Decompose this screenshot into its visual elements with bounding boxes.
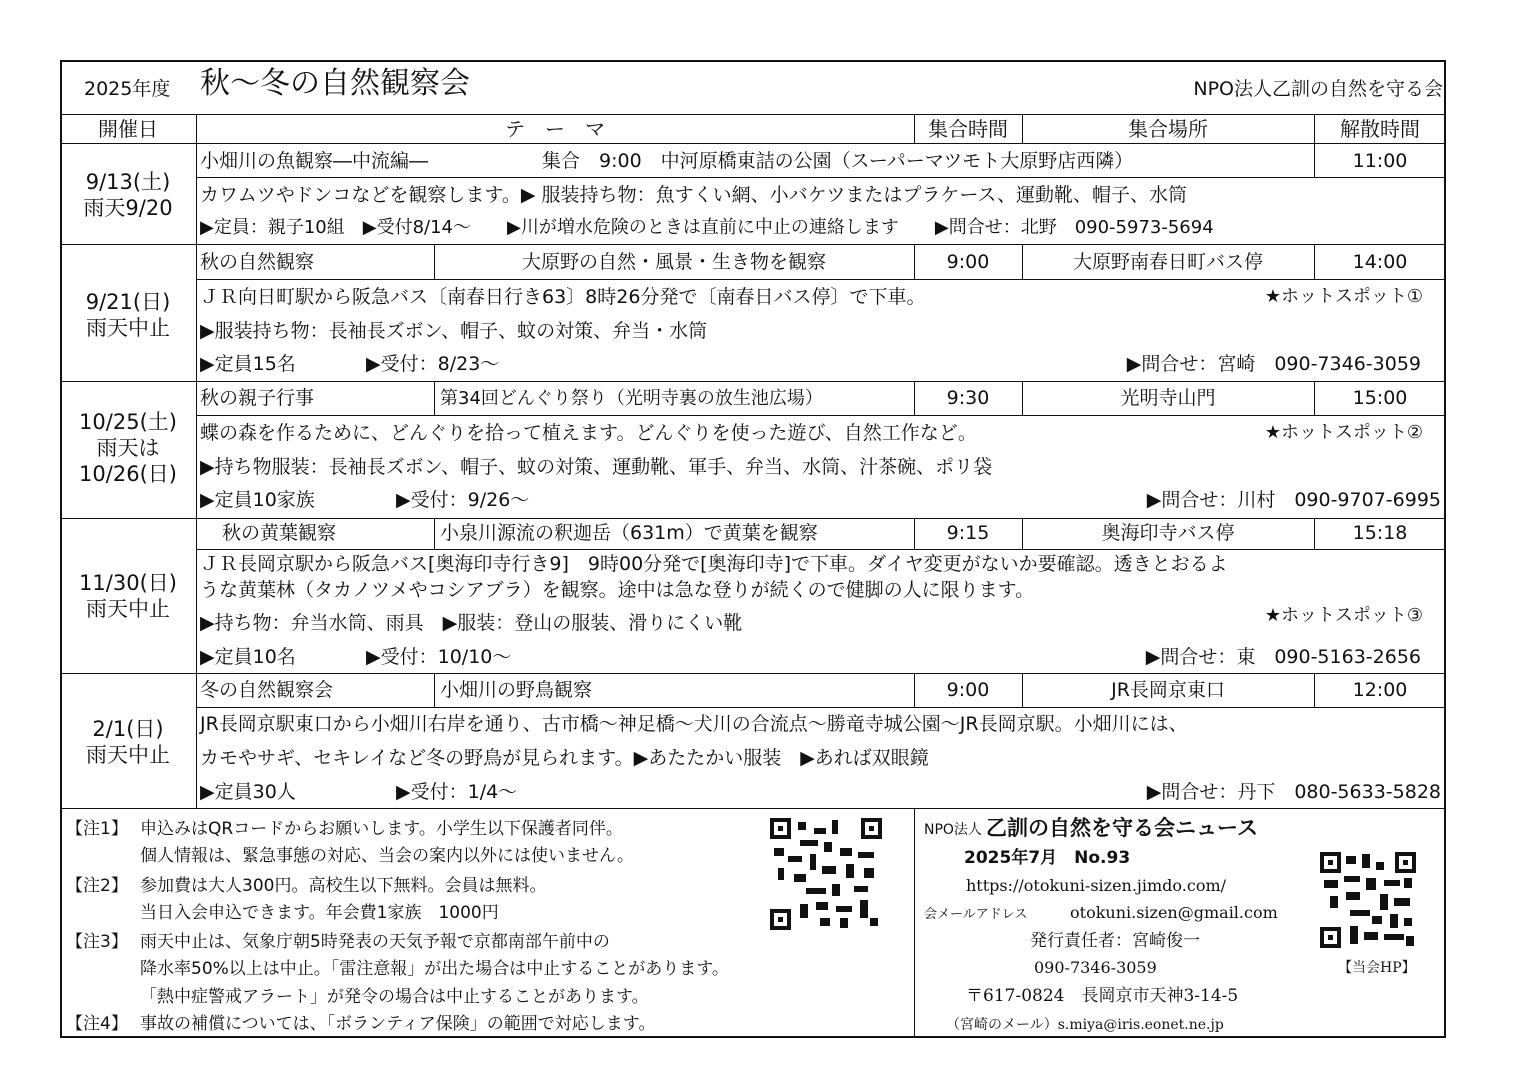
hotspot-badge: ★ホットスポット③ [1264, 605, 1423, 626]
news-prefix: NPO法人 [924, 822, 982, 838]
event-items: ▶持ち物：弁当水筒、雨具 ▶服装：登山の服装、滑りにくい靴 [200, 612, 743, 634]
event-meet-place: JR長岡京東口 [1111, 679, 1225, 701]
event-rain-date: 雨天9/20 [83, 196, 173, 220]
postal-address: 〒617-0824 長岡京市天神3-14-5 [966, 986, 1239, 1006]
footer-column-line [914, 808, 915, 1038]
column-line [434, 518, 435, 550]
event-end-time: 15:18 [1352, 522, 1408, 544]
event-contact: ▶問合せ：東 090-5163-2656 [1145, 646, 1421, 668]
hotspot-badge: ★ホットスポット① [1264, 286, 1423, 307]
event-items: カモやサギ、セキレイなど冬の野鳥が見られます。▶あたたかい服装 ▶あれば双眼鏡 [200, 747, 929, 769]
publisher-name: 発行責任者：宮崎俊一 [1030, 931, 1200, 951]
page-title: 秋～冬の自然観察会 [200, 66, 470, 101]
column-line [434, 381, 435, 416]
column-header-date: 開催日 [98, 117, 158, 141]
event-meet-time: 9:15 [946, 522, 990, 544]
note-label: 【注3】 [66, 932, 128, 952]
event-meet-place: 光明寺山門 [1120, 387, 1216, 409]
row-line [196, 707, 1446, 708]
column-header-end-time: 解散時間 [1340, 117, 1420, 141]
event-date: 11/30(日) [79, 571, 177, 595]
notes-divider [60, 808, 1446, 809]
event-end-time: 14:00 [1352, 251, 1408, 273]
note-text: 降水率50%以上は中止。「雷注意報」が出た場合は中止することがあります。 [140, 959, 729, 979]
event-meet-place: 奥海印寺バス停 [1101, 522, 1235, 544]
application-qr-code[interactable] [770, 818, 882, 930]
column-line [434, 673, 435, 708]
event-rain-date: 10/26(日) [79, 462, 177, 486]
date-column-line [196, 114, 197, 808]
column-header-meet-time: 集合時間 [928, 117, 1008, 141]
event-capacity: ▶定員10名 [200, 646, 296, 668]
event-divider [60, 381, 1446, 382]
row-line [196, 177, 1446, 178]
event-name: 秋の黄葉観察 [222, 522, 337, 544]
header-divider [60, 114, 1446, 115]
event-contact: ▶問合せ：宮崎 090-7346-3059 [1126, 353, 1421, 375]
event-description: ＪＲ長岡京駅から阪急バス[奥海印寺行き9] 9時00分発で[奥海印寺]で下車。ダイヤ変更がないか要確認。透きとおるよ [200, 553, 1228, 575]
columns-divider [60, 143, 1446, 144]
hotspot-badge: ★ホットスポット② [1264, 422, 1423, 443]
event-rain-note: 雨天は [96, 436, 160, 460]
event-theme: 小泉川源流の釈迦岳（631m）で黄葉を観察 [440, 522, 818, 544]
event-meet-time: 9:00 [946, 679, 990, 701]
event-name: 冬の自然観察会 [200, 679, 334, 701]
event-rain-note: 雨天中止 [86, 743, 170, 767]
row-line [196, 415, 1446, 416]
event-divider [60, 673, 1446, 674]
event-description: 蝶の森を作るために、どんぐりを拾って植えます。どんぐりを使った遊び、自然工作など。 [200, 422, 977, 444]
note-text: 個人情報は、緊急事態の対応、当会の案内以外には使いません。 [140, 846, 635, 866]
mail-label: 会メールアドレス [924, 907, 1028, 922]
event-capacity: ▶定員30人 [200, 781, 296, 803]
event-reception: ▶受付：1/4～ [396, 781, 518, 803]
event-theme: 大原野の自然・風景・生き物を観察 [521, 251, 826, 273]
event-items: ▶持ち物服装：長袖長ズボン、帽子、蚊の対策、運動靴、軍手、弁当、水筒、汁茶碗、ポリ袋 [200, 456, 993, 478]
note-text: 雨天中止は、気象庁朝5時発表の天気予報で京都南部午前中の [140, 932, 610, 952]
column-header-meet-place: 集合場所 [1128, 117, 1208, 141]
homepage-label: 【当会HP】 [1338, 960, 1416, 976]
homepage-qr-code[interactable] [1320, 852, 1416, 948]
event-theme: 小畑川の野鳥観察 [440, 679, 593, 701]
row-line [196, 279, 1446, 280]
event-divider [60, 244, 1446, 245]
event-description: ＪＲ向日町駅から阪急バス〔南春日行き63〕8時26分発で〔南春日バス停〕で下車。 [200, 286, 926, 308]
event-reception: ▶受付：8/23～ [366, 353, 500, 375]
fiscal-year: 2025年度 [84, 78, 171, 100]
personal-email: （宮崎のメール）s.miya@iris.eonet.ne.jp [946, 1017, 1224, 1033]
newsletter-issue: 2025年7月 No.93 [964, 848, 1131, 868]
organization-name: NPO法人乙訓の自然を守る会 [1193, 78, 1443, 100]
event-description: カワムツやドンコなどを観察します。▶ 服装持ち物：魚すくい網、小バケツまたはプラケース、運動靴、帽子、水筒 [200, 184, 1187, 206]
event-rain-note: 雨天中止 [86, 316, 170, 340]
event-date: 9/21(日) [85, 290, 171, 314]
note-text: 事故の補償については、「ボランティア保険」の範囲で対応します。 [140, 1014, 656, 1034]
event-contact: ▶問合せ：丹下 080-5633-5828 [1146, 781, 1441, 803]
note-text: 参加費は大人300円。高校生以下無料。会員は無料。 [140, 876, 547, 896]
event-details: ▶定員：親子10組 ▶受付8/14～ ▶川が増水危険のときは直前に中止の連絡します ▶問合せ：北野 090-5973-5694 [200, 217, 1214, 238]
event-end-time: 12:00 [1352, 679, 1408, 701]
note-text: 当日入会申込できます。年会費1家族 1000円 [140, 903, 499, 923]
event-theme: 第34回どんぐり祭り（光明寺裏の放生池広場） [440, 388, 823, 409]
event-capacity: ▶定員15名 [200, 353, 296, 375]
column-header-theme: テ ー マ [505, 117, 605, 141]
event-reception: ▶受付：9/26～ [396, 489, 530, 511]
newsletter-title: 乙訓の自然を守る会ニュース [986, 816, 1258, 840]
event-date: 2/1(日) [92, 717, 164, 741]
event-date: 10/25(土) [79, 410, 177, 434]
event-date: 9/13(土) [85, 170, 171, 194]
event-end-time: 15:00 [1352, 387, 1408, 409]
note-text: 申込みはQRコードからお願いします。小学生以下保護者同伴。 [140, 819, 623, 839]
event-description-cont: うな黄葉林（タカノツメやコシアブラ）を観察。途中は急な登りが続くので健脚の人に限ります。 [200, 579, 1035, 601]
note-text: 「熱中症警戒アラート」が発令の場合は中止することがあります。 [140, 987, 649, 1007]
event-meet-time: 9:30 [946, 387, 990, 409]
note-label: 【注4】 [66, 1014, 128, 1034]
website-url[interactable]: https://otokuni-sizen.jimdo.com/ [966, 876, 1227, 895]
event-items: ▶服装持ち物：長袖長ズボン、帽子、蚊の対策、弁当・水筒 [200, 320, 708, 342]
contact-email[interactable]: otokuni.sizen@gmail.com [1070, 903, 1278, 922]
event-name: 秋の自然観察 [200, 251, 315, 273]
event-contact: ▶問合せ：川村 090-9707-6995 [1146, 489, 1441, 511]
event-meet-time: 9:00 [946, 251, 990, 273]
event-reception: ▶受付：10/10～ [366, 646, 512, 668]
event-capacity: ▶定員10家族 [200, 489, 315, 511]
event-rain-note: 雨天中止 [86, 597, 170, 621]
publisher-phone: 090-7346-3059 [1034, 958, 1157, 977]
event-name: 秋の親子行事 [200, 387, 315, 409]
event-divider [60, 518, 1446, 519]
note-label: 【注2】 [66, 876, 128, 896]
event-end-time: 11:00 [1352, 150, 1408, 172]
event-meet-place: 大原野南春日町バス停 [1072, 251, 1263, 273]
row-line [196, 549, 1446, 550]
event-description: JR長岡京駅東口から小畑川右岸を通り、古市橋～神足橋～犬川の合流点～勝竜寺城公園～JR長岡京駅。小畑川には、 [200, 713, 1188, 735]
event-title-row: 小畑川の魚観察―中流編― 集合 9:00 中河原橋東詰の公園（スーパーマツモト大原野店西隣） [200, 150, 1134, 172]
note-label: 【注1】 [66, 819, 128, 839]
